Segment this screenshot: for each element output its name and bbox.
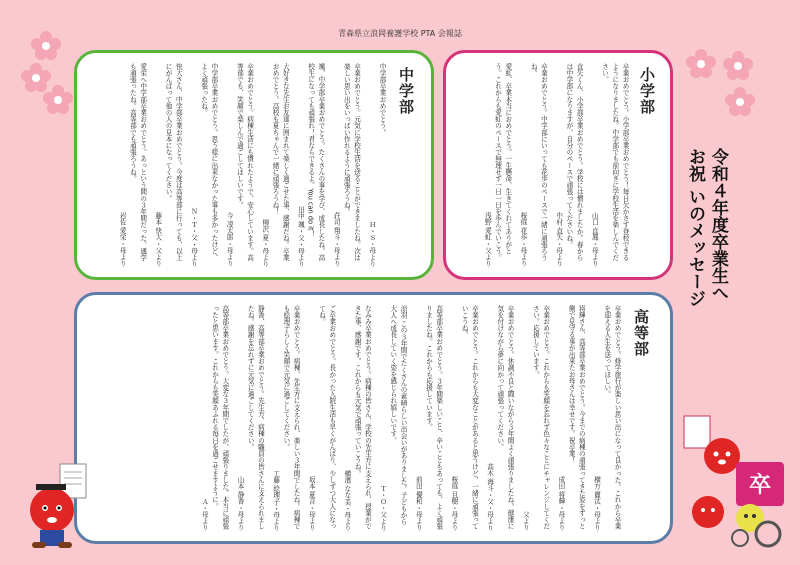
message: 静香、高等部卒業おめでとう。先生方、病棟の職員の皆さんに支えられましたね。感謝を忘れずに元気に過ごしてください。 山本 静香・母より: [236, 305, 265, 531]
message: 卒業おめでとう。休調不良と闘いながら３年間よく頑張りましたね。健康に気を付けながら夢に向かって頑張ってください。 高木 海斗・父・母より: [485, 305, 515, 531]
message: 快大さん、中学部卒業おめでとう。今度は高等部に行っても、以上にがんばって他の人の見本になってください。 藤本 快大・父より: [153, 63, 183, 267]
shogaku-messages: [454, 63, 630, 267]
chugaku-heading: 中学部: [397, 67, 415, 115]
sakura-flower-icon: [30, 30, 62, 62]
header-title: 青森県立浪岡養護学校 PTA 会報誌: [338, 29, 462, 38]
apple-mascot-icon: [22, 462, 92, 552]
message: 涼羽 この３年間でたくさんの素晴らしい出会いがありました。子どもから大人へ成長していく姿を感じられ嬉しいです。 Ｔ・Ｏ・父より: [378, 305, 408, 531]
message: 颯、中学部卒業おめでとう。たくさんの事を学び、成長したね。高校生になっても頑張れ！君ならできるよ。You can do it！ 田中 颯・父・母より: [296, 63, 325, 267]
side-title: [683, 148, 729, 307]
side-title-line1: 令和４年度卒業生へ: [707, 148, 728, 301]
message: 卒業おめでとう。これからも笑顔を忘れず色々なことにチャレンジしてください。応援しています。 父より: [521, 305, 550, 531]
message: 卒業おめでとう。中学部にいっても花歩のペースで一緒に頑張ろうね。 桜庭 花歩・母より: [519, 63, 548, 267]
sakura-flower-icon: [722, 50, 754, 82]
message: 中学部卒業おめでとう。 Ｈ・Ｓ・母より: [367, 63, 386, 267]
apple-mascot-group-icon: [680, 410, 790, 550]
message: 愛虹、卒業本当におめでとう。一生懸命、生きてくれてありがとう。これからも愛虹のペースで無理せず一日一日を歩んでいこう。 浅野 愛虹・父より: [483, 63, 512, 267]
koto-panel: [74, 292, 673, 544]
message: 卒業おめでとう。修学旅行が楽しい思い出になって良かった。これから卒業を迎える人生を送ってほしい。 横方 麗汰・母より: [592, 305, 621, 531]
sakura-flower-icon: [724, 86, 756, 118]
koto-heading: 高等部: [632, 309, 650, 357]
shogaku-heading: 小学部: [638, 67, 656, 115]
message: 大好きな先生お友達に囲まれて楽しく過ごせた事、感謝だね。卒業おめでとう。高校も夏ちゃんで一緒に頑張ろうね！ 柳沢 夏・母より: [260, 63, 290, 267]
message: 直矢くん、小学部卒業おめでとう。学校には慣れましたか。春からは中学部になりますが、自分のペースで頑張ってくださいね。 中村 直矢・母より: [554, 63, 584, 267]
message: 高等部卒業おめでとう。大変な３年間でしたが、頑張りました。本当に頑張ったと思います。これからも笑顔あふれる毎日を過ごせますように。 Ａ・母より: [200, 305, 229, 531]
message: 卒業おめでとう。病棟、先生方に支えられ、楽しい３年間でしたね。病棟でも絵理子らしく笑顔で元気に過ごしてください。 工藤 絵理子・母より: [271, 305, 301, 531]
message: 将輝さん、高等部卒業おめでとう。今までの病棟の頑張ってきた姿をずっと側で見守る事が出来たお母さんは幸せです。祝卒業！ 成田 将輝・母より: [556, 305, 586, 531]
message: なみみ卒業おめでとう。病棟の皆さん、学校の先生方に支えられ、授業ができた事、感謝です。これからも元気で頑張っていこうね。 横濱 なな美・母より: [342, 305, 372, 531]
message: 高等部卒業おめでとう。３年間楽しいこと、辛いこともあっても、よく頑張りましたね。これからも応援しています。 前田 優和・母より: [414, 305, 443, 531]
message: 卒業おめでとう。元気に学校生活を送ることができましたね。次は楽しい思い出をいっぱい作れるように頑張ろうね。 荘司 翔斗・母より: [332, 63, 361, 267]
chugaku-panel: [74, 50, 434, 280]
message: 卒業おめでとう。小学部卒業おめでとう！毎日欠かさず登校できるようになりましたね。中学部でも前向きに学校生活を楽しんでください。 山口 直鳳・母より: [590, 63, 629, 267]
side-title-line2: お祝 いのメッセージ: [684, 148, 705, 307]
message: 中学部卒業おめでとう。思う様に出来なかった事も多かったけど、よく頑張ったね。 Ｎ・Ｔ・父・母より: [189, 63, 218, 267]
sakura-flower-icon: [42, 84, 74, 116]
sakura-flower-icon: [685, 48, 717, 80]
chugaku-messages: [85, 63, 387, 267]
message: 愛栄へ中学部卒業おめでとう。あっという間の３年間だった。通学も頑張ったね。高等部でも頑張ろうね。 岩佐 愛栄・母より: [118, 63, 147, 267]
message: 卒業おめでとう。病棟生活にも慣れたようで、安心しています。高等部でも、笑顔で楽しんで過ごしてほしいです。 今 凌太郎・母より: [225, 63, 254, 267]
shogaku-panel: [443, 50, 673, 280]
koto-messages: [139, 305, 622, 531]
message: 卒業おめでとう。これからも大変なことがあると思うけど、一緒に頑張っていこうね。 桜庭 且樹・母より: [449, 305, 479, 531]
message: ご卒業おめでとう。長かった入院生活も早くがんばり、少しずつ大人になってね。 坂本 夏音・母より: [307, 305, 336, 531]
svg-text:卒: 卒: [748, 473, 772, 498]
